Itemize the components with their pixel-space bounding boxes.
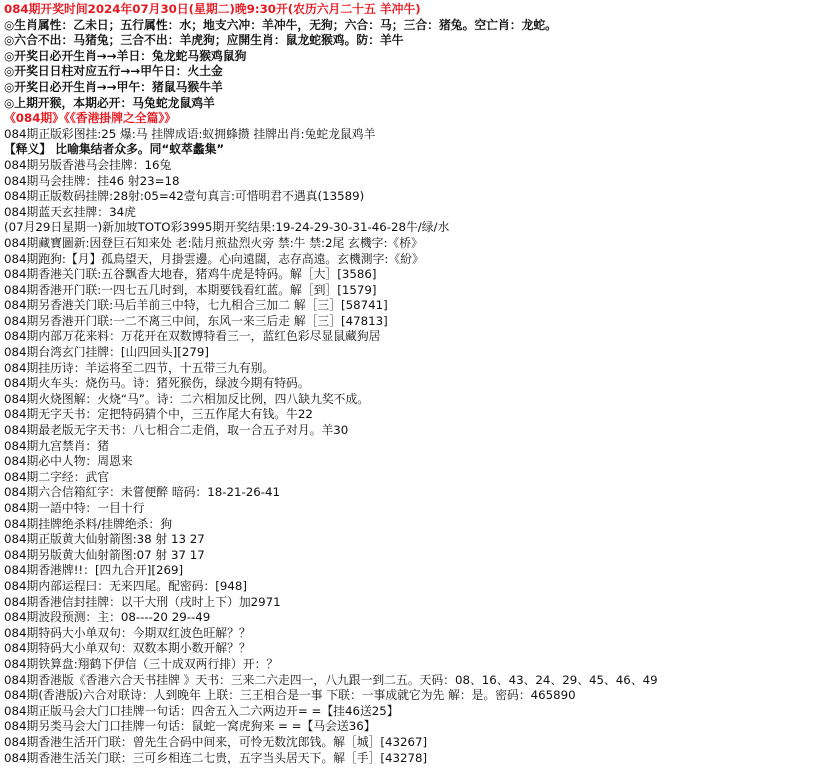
text-line: 084期另版黄大仙射箭图:07 射 37 17 (4, 547, 205, 562)
text-line: ◎开奖日日柱对应五行→→甲午日：火土金 (4, 64, 223, 79)
text-line: ◎六合不出：马猪兔；三合不出：羊虎狗；应開生肖：鼠龙蛇猴鸡。防：羊牛 (4, 33, 404, 48)
text-line: 084期正版数码挂牌:28射:05=42壹句真言:可惜明君不遇真(13589) (4, 189, 365, 204)
text-line: 084期另香港开门联:一二不离三中间，东风一来三后走 解［三］[47813] (4, 313, 388, 328)
text-line: ◎上期开猴，本期必开：马兔蛇龙鼠鸡羊 (4, 95, 215, 110)
text-line: 084期九宫禁肖：猪 (4, 438, 110, 453)
text-line: 084期另香港关门联:马后羊前三中特，七九相合三加二 解［三］[58741] (4, 298, 388, 313)
text-line: 084期必中人物：周恩来 (4, 454, 133, 469)
text-line: 084期香港牌!!：[四九合开][269] (4, 563, 184, 578)
text-line: 084期挂牌绝杀料/挂牌绝杀：狗 (4, 516, 173, 531)
text-line: 084期挂历诗：羊运将至二四节，十五带三九有别。 (4, 360, 275, 375)
text-line: 084期特码大小单双句：双数本期小数开解？？ (4, 641, 251, 656)
text-line: 084期波段预测：主：08----20 29--49 (4, 610, 211, 625)
text-line: 084期香港信封挂牌：以干大刑（戌时上下）加2971 (4, 594, 281, 609)
text-line: 084期一語中特：一目十行 (4, 501, 145, 515)
text-line: 084期香港生活关门联：三可乡相连二七贵，五字当头居天下。解［手］[43278] (4, 750, 428, 765)
text-line: 084期火车头：烧伤马。诗：猪死猴伤，绿波今期有特码。 (4, 376, 310, 391)
text-line: 084期正版马会大门口挂牌一句话：四舍五入二六两边开= =【挂46送25】 (4, 703, 399, 718)
text-line: 084期另类马会大门口挂牌一句话：鼠蛇一窝虎狗来 = =【马会送36】 (4, 719, 376, 734)
text-line: 084期正版黄大仙射箭图:38 射 13 27 (4, 532, 205, 547)
text-line: 084期铁算盘:翔鹤下伊信（三十成双两行排）开：？ (4, 656, 279, 671)
text-line: 084期台湾玄门挂牌：[山四回头][279] (4, 345, 210, 360)
text-line: 084期蓝天玄挂牌：34虎 (4, 204, 136, 219)
text-line: 084期无字天书：定把特码猜个中，三五作尾大有钱。牛22 (4, 407, 313, 422)
text-line: 《084期》《《香港掛牌之全篇》》 (4, 111, 177, 126)
text-line: 084期火烧图解：火烧“马”。诗：二六相加反比例，四八缺九奖不成。 (4, 391, 370, 406)
text-line: 084期内部万花来料：万花开在双数博特看三一，蓝红色彩尽显鼠藏狗居 (4, 329, 381, 344)
text-line: 084期特码大小单双句：今期双红波色旺解？？ (4, 625, 251, 640)
text-line: 084期二字经：武官 (4, 469, 110, 484)
text-line: 084期正版彩图挂:25 爆:马 挂牌成语:蚁拥蜂攒 挂牌出肖:兔蛇龙鼠鸡羊 (4, 126, 376, 141)
text-line: 084期马会挂牌：挂46 射23=18 (4, 173, 180, 188)
text-line: 【释义】 比喻集结者众多。同“蚁萃蠡集” (4, 142, 225, 157)
text-line: 084期开奖时间2024年07月30日(星期二)晚9:30开(农历六月二十五 羊冲牛) (4, 2, 421, 16)
text-line: 084期藏寶圖新:因登巨石知来处 老:陆月煎盐烈火旁 禁:牛 禁:2尾 玄機字:《桥》 (4, 235, 423, 250)
text-line: ◎开奖日必开生肖→→甲午：猪鼠马猴牛羊 (4, 79, 223, 94)
text-line: 084期(香港版)六合对联诗：人到晚年 上联：三王相合是一事 下联：一事成就它为先 解：是。密码：465890 (4, 688, 576, 703)
text-line: 084期最老版无字天书：八七相合二走俏，取一合五子对月。羊30 (4, 423, 349, 438)
text-line: 084期香港关门联:五谷飘香大地春，猪鸡牛虎是特码。解［大］[3586] (4, 267, 377, 282)
text-line: 084期另版香港马会挂牌：16兔 (4, 157, 172, 172)
text-line: 084期香港生活开门联：曾先生合码中间来，可怜无数沈郎钱。解［城］[43267] (4, 734, 428, 749)
text-line: ◎生肖属性：乙未日；五行属性：水；地支六冲：羊冲牛，无狗；六合：马；三合：猪兔。空亡肖：龙蛇。 (4, 17, 557, 32)
text-line: 084期六合信箱紅字：未嘗便醉 暗码：18-21-26-41 (4, 485, 281, 500)
text-line: (07月29日星期一)新加坡TOTO彩3995期开奖结果:19-24-29-30-31-46-28牛/绿/水 (4, 220, 450, 235)
text-line: 084期内部运程曰：无来四尾。配密码：[948] (4, 578, 247, 593)
text-line: 084期跑狗:【月】孤鳥望天，月掛雲邊。心向遠闊，志存高遠。玄機測字:《紛》 (4, 251, 424, 266)
text-line: 084期香港版《香港六合天书挂牌 》天书：三来二六走四一，八九跟一到二五。天码：08、16、43、24、29、45、46、49 (4, 672, 658, 687)
text-line: 084期香港开门联:一四七五几时到，本期要钱看红蓝。解［到］[1579] (4, 282, 377, 297)
text-line: ◎开奖日必开生肖→→羊日：兔龙蛇马猴鸡鼠狗 (4, 48, 247, 63)
